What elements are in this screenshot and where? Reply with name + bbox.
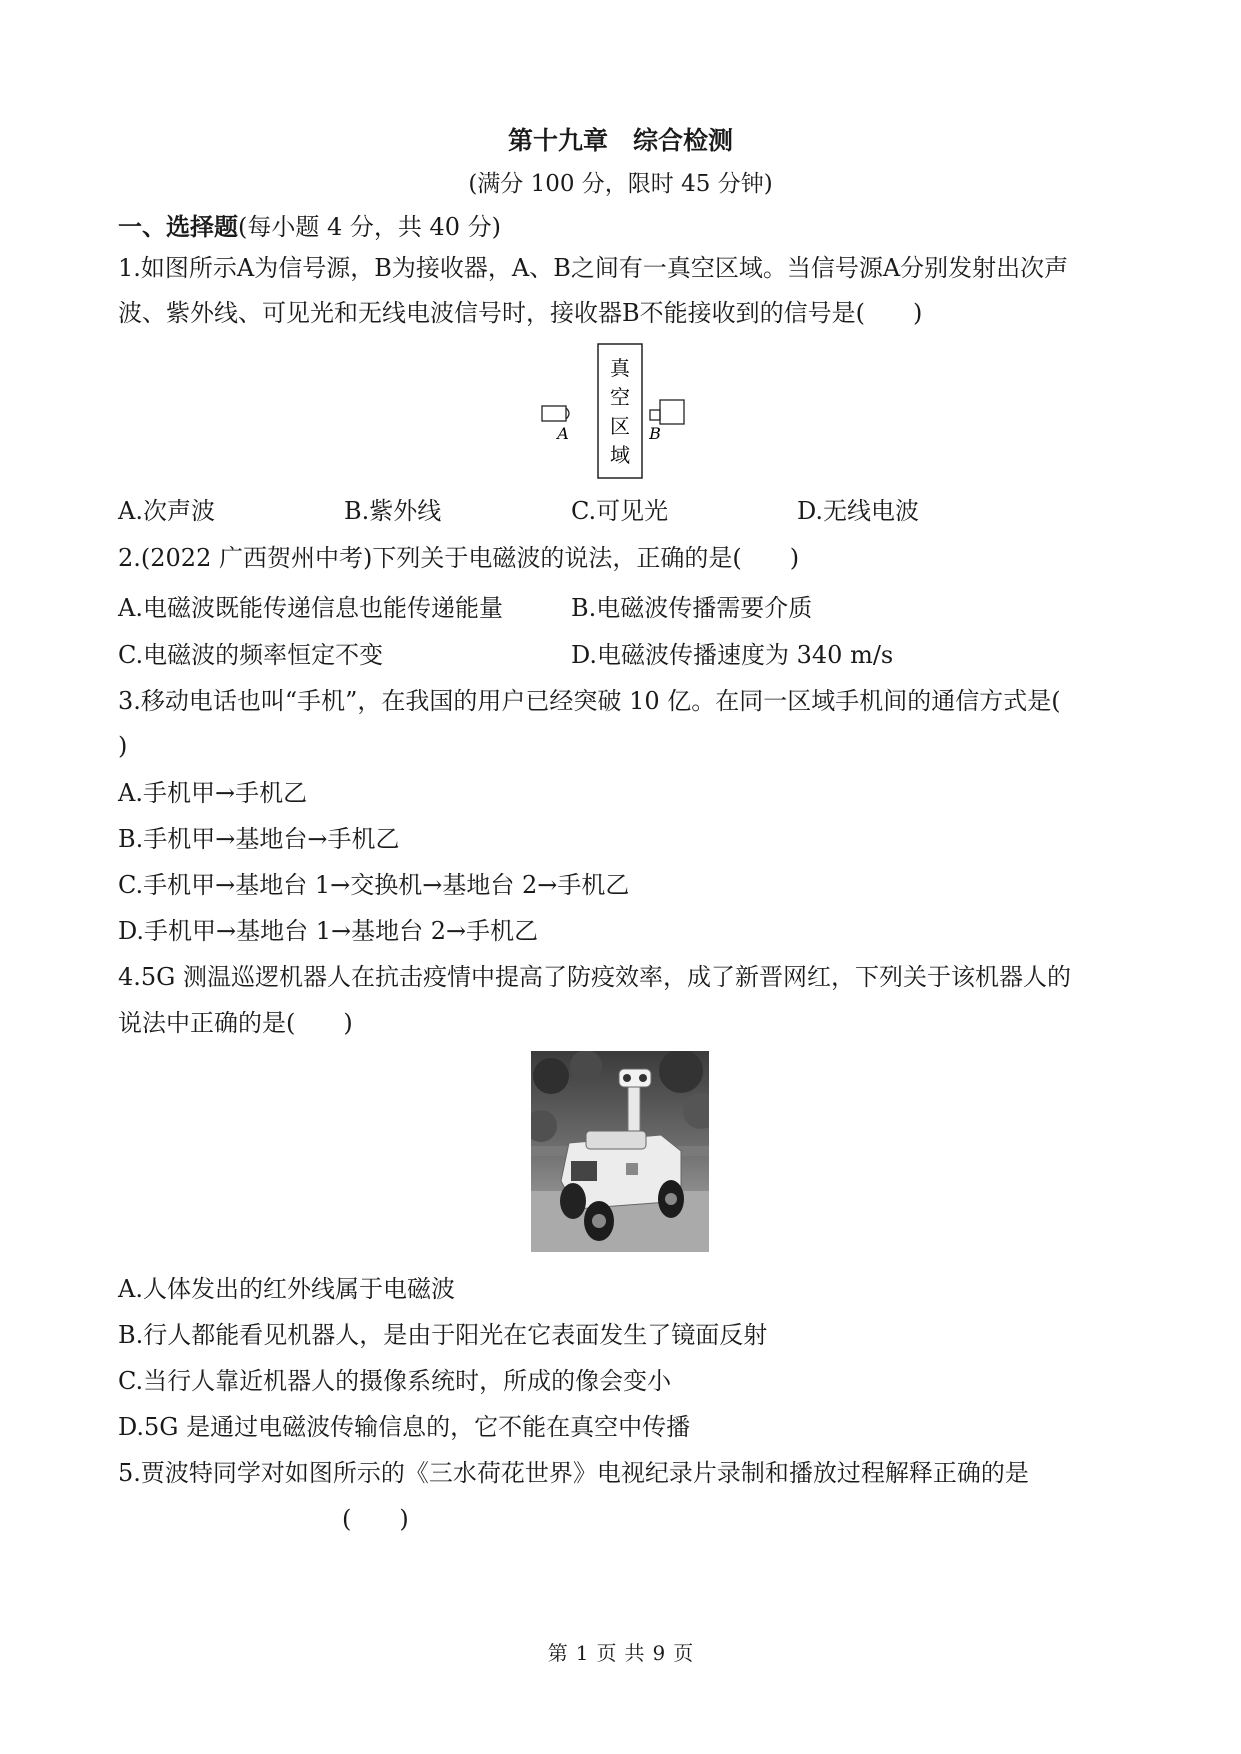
footer-current-page: 1: [575, 1641, 589, 1665]
q4-line-2: 说法中正确的是( ): [118, 1009, 353, 1037]
q3-option-d: D.手机甲→基地台 1→基地台 2→手机乙: [118, 917, 539, 945]
q1-option-a: A.次声波: [118, 497, 215, 525]
vacuum-char-2: 空: [610, 385, 630, 409]
robot-photo: [531, 1051, 709, 1252]
footer-part-4: 共: [624, 1641, 645, 1665]
receiver-b-box: [660, 400, 684, 424]
source-a-box: [542, 406, 566, 421]
q3-line-1: 3.移动电话也叫“手机”，在我国的用户已经突破 10 亿。在同一区域手机间的通信方式是(: [118, 687, 1061, 715]
page-footer: [0, 1637, 1241, 1666]
q1-option-b: B.紫外线: [344, 497, 442, 525]
vacuum-char-4: 域: [610, 443, 630, 467]
q2-option-d: D.电磁波传播速度为 340 m/s: [571, 641, 894, 669]
q3-option-b: B.手机甲→基地台→手机乙: [118, 825, 400, 853]
q3-option-a: A.手机甲→手机乙: [118, 779, 308, 807]
q4-option-d: D.5G 是通过电磁波传输信息的，它不能在真空中传播: [118, 1413, 691, 1441]
q3-option-c: C.手机甲→基地台 1→交换机→基地台 2→手机乙: [118, 871, 630, 899]
label-b: B: [649, 424, 661, 443]
vacuum-char-3: 区: [610, 414, 630, 438]
section-label: 一、选择题: [118, 213, 238, 241]
q4-option-a: A.人体发出的红外线属于电磁波: [118, 1275, 455, 1303]
footer-part-1: 第: [547, 1641, 568, 1665]
q2-line-1: 2.(2022 广西贺州中考)下列关于电磁波的说法，正确的是( ): [118, 544, 800, 572]
q2-option-c: C.电磁波的频率恒定不变: [118, 641, 384, 669]
receiver-b-small: [650, 410, 660, 420]
q3-line-2: ): [118, 732, 128, 760]
q5-line-1: 5.贾波特同学对如图所示的《三水荷花世界》电视纪录片录制和播放过程解释正确的是: [118, 1459, 1029, 1487]
q4-option-c: C.当行人靠近机器人的摄像系统时，所成的像会变小: [118, 1367, 672, 1395]
q4-option-b: B.行人都能看见机器人，是由于阳光在它表面发生了镜面反射: [118, 1321, 768, 1349]
footer-part-3: 页: [596, 1641, 617, 1665]
q1-line-2: 波、紫外线、可见光和无线电波信号时，接收器B不能接收到的信号是( ): [118, 299, 923, 327]
q5-answer-blank: ( ): [342, 1505, 409, 1533]
vacuum-char-1: 真: [610, 356, 630, 380]
q1-line-1: 1.如图所示A为信号源，B为接收器，A、B之间有一真空区域。当信号源A分别发射出次声: [118, 254, 1069, 282]
section-note: (每小题 4 分，共 40 分): [238, 213, 502, 241]
footer-part-6: 页: [673, 1641, 694, 1665]
footer-total-pages: 9: [652, 1641, 666, 1665]
q1-option-c: C.可见光: [571, 497, 669, 525]
q4-line-1: 4.5G 测温巡逻机器人在抗击疫情中提高了防疫效率，成了新晋网红，下列关于该机器人的: [118, 963, 1071, 991]
q2-option-a: A.电磁波既能传递信息也能传递能量: [118, 594, 503, 622]
q1-option-d: D.无线电波: [797, 497, 920, 525]
section-heading: [118, 207, 501, 242]
label-a: A: [557, 424, 569, 443]
page-title: 第十九章 综合检测: [507, 126, 733, 155]
vacuum-diagram: [540, 342, 700, 482]
page-subtitle: (满分 100 分，限时 45 分钟): [468, 171, 773, 197]
q2-option-b: B.电磁波传播需要介质: [571, 594, 813, 622]
